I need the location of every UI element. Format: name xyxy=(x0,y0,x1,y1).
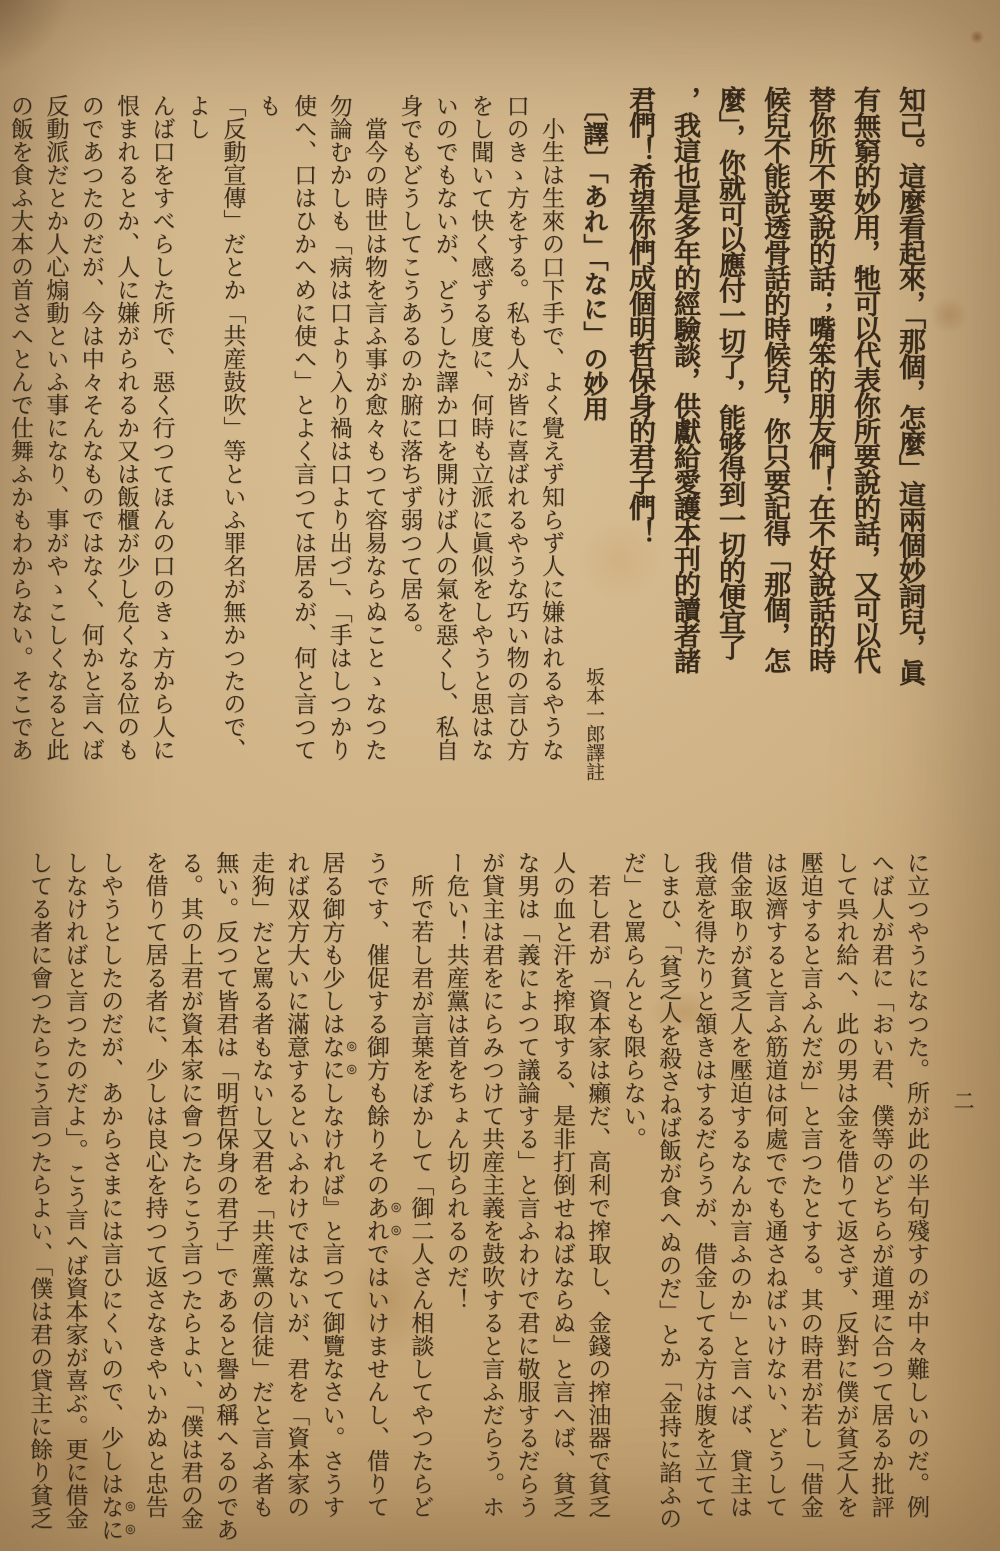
text-column: 反動派だとか人心煽動といふ事になり、事がやゝこしくなると此 xyxy=(43,94,69,761)
text-column: だ」と罵らんとも限らない。 xyxy=(620,851,646,1150)
text-column: 所で若し君が言葉をぼかして「御二人さん相談してやつたらど xyxy=(408,874,434,1518)
text-column: を借りて居る者に、少しは良心を持つて返さなきやいかぬと忠告 xyxy=(142,851,168,1518)
text-column: な男は「義によつて議論する」と言ふわけで君に敬服するだらう xyxy=(514,851,540,1518)
text-column: 我意を得たりと頷きはするだらうが、借金してる方は腹を立てて xyxy=(691,851,717,1518)
text-column: 當今の時世は物を言ふ事が愈々もつて容易ならぬことゝなつた xyxy=(361,117,387,761)
text-column: ，我這也是多年的經驗談，供獻給愛護本刊的讀者諸 xyxy=(670,86,700,673)
emphasized-word: あれ xyxy=(363,1196,389,1242)
text-column: 走狗」だと罵る者もないし又君を「共産黨の信徒」だと言ふ者も xyxy=(248,851,274,1518)
text-column: へば人が君に「おい君、僕等のどちらが道理に合つて居るか批評 xyxy=(868,851,894,1518)
page-number: 二 xyxy=(951,1090,975,1113)
text-column: 若し君が「資本家は癩だ、高利で搾取し、金錢の搾油器で貧乏 xyxy=(585,874,611,1518)
translator-credit: 坂本一郎譯註 xyxy=(583,667,604,781)
top-text-block xyxy=(0,86,932,783)
text-column: 替你所不要說的話；嘴笨的朋友們！在不好說話的時 xyxy=(805,86,835,673)
text-column: んば口をすべらした所で、惡く行つてほんの口のきゝ方から人に xyxy=(149,94,175,761)
text-column: のであつたのだが、今は中々そんなものではなく、何かと言へば xyxy=(78,94,104,761)
text-column: して呉れ給へ、此の男は金を借りて返さず、反對に僕が貧乏人を xyxy=(833,851,859,1518)
translation-title: 〔譯〕「あれ」「なに」の妙用 xyxy=(580,96,607,421)
chinese-original-text xyxy=(617,86,932,783)
japanese-translation-text xyxy=(0,86,569,783)
text-column: 使へ、口はひかへめに使へ」とよく言つては居るが、何と言つても xyxy=(255,94,317,761)
text-column: いのでもないが、どうした譯か口を開けば人の氣を惡くし、私自 xyxy=(432,94,458,761)
text-column: が貸主は君をにらみつけて共産主義を鼓吹すると言ふだらう。ホ xyxy=(479,851,505,1518)
text-column: の飯を食ふ大本の首さへとんで仕舞ふかもわからない。そこであ xyxy=(7,94,33,761)
text-column: 口のきゝ方をする。私も人が皆に喜ばれるやうな巧い物の言ひ方 xyxy=(503,94,529,761)
text-column: 居る御方も少しはなにしなければ』と言つて御覽なさい。さうす xyxy=(319,851,345,1518)
text-column: 知己。這麼看起來，「那個，怎麼」這兩個妙詞兒，眞 xyxy=(895,86,925,685)
text-column: 壓迫すると言ふんだが」と言つたとする。其の時君が若し「借金 xyxy=(797,851,823,1518)
text-column: しやうとしたのだが、あからさまには言ひにくいので、少しはなに xyxy=(98,851,124,1541)
text-column: 候兒不能說透骨話的時候兒，你只要記得「那個，怎 xyxy=(760,86,790,673)
text-column: 君們！希望你們成個明哲保身的君子們！ xyxy=(625,86,655,545)
text-column: 人の血と汗を搾取する、是非打倒せねばならぬ」と言へば、貧乏 xyxy=(549,851,575,1518)
text-column: しなければと言つたのだよ」。こう言へば資本家が喜ぶ。更に借金 xyxy=(62,851,88,1530)
text-column: は返濟すると言ふ筋道は何處ででも通さねばいけない、どうして xyxy=(762,851,788,1518)
text-column: に立つやうになつた。所が此の半句殘すのが中々難しいのだ。例 xyxy=(904,851,929,1518)
text-column: してる者に會つたらこう言つたらよい、「僕は君の貸主に餘り貧乏 xyxy=(27,851,53,1530)
bottom-text-block xyxy=(22,851,934,1551)
text-column: 小生は生來の口下手で、よく覺えず知らず人に嫌はれるやうな xyxy=(539,117,564,761)
text-column: 無い。反つて皆君は「明哲保身の君子」であると譽め稱へるのであ xyxy=(213,851,239,1541)
text-column: れば双方大いに滿意するといふわけではないが、君を「資本家の xyxy=(284,851,310,1518)
text-column: 借金取りが貧乏人を壓迫するなんか言ふのか」と言へば、貸主は xyxy=(726,851,752,1518)
translation-title-column xyxy=(569,96,617,783)
text-column: 身でもどうしてこうあるのか腑に落ちず弱つて居る。 xyxy=(397,94,423,646)
text-column: 「反動宣傳」だとか「共産鼓吹」等といふ罪名が無かつたので、よし xyxy=(184,94,246,761)
text-column: 麼」，你就可以應付一切了，能够得到一切的便宜了 xyxy=(715,86,745,659)
text-column: 勿論むかしも「病は口より入り禍は口より出づ」、「手はしつかり xyxy=(326,94,352,761)
text-column: 恨まれるとか、人に嫌がられるか又は飯櫃が少し危くなる位のも xyxy=(114,94,140,761)
text-column: うです、催促する御方も餘りそのあれではいけませんし、借りて xyxy=(363,851,389,1518)
emphasized-word: なに xyxy=(98,1495,124,1541)
text-column: しまひ、「貧乏人を殺さねば飯が食へぬのだ」とか「金持に諂ふの xyxy=(656,851,682,1530)
text-column: 有無窮的妙用，牠可以代表你所要說的話，又可以代 xyxy=(850,86,880,673)
translation-header xyxy=(569,86,617,783)
text-column xyxy=(0,94,3,783)
text-column: ー危い！共産黨は首をちょん切られるのだ！ xyxy=(443,851,469,1311)
japanese-translation-text-continued xyxy=(22,851,934,1551)
emphasized-word: なに xyxy=(319,1035,345,1081)
text-column: をし聞いて快く感ずる度に、何時も立派に眞似をしやうと思はな xyxy=(468,94,494,761)
text-column: る。其の上君が資本家に會つたらこう言つたらよい、「僕は君の金 xyxy=(177,851,203,1530)
